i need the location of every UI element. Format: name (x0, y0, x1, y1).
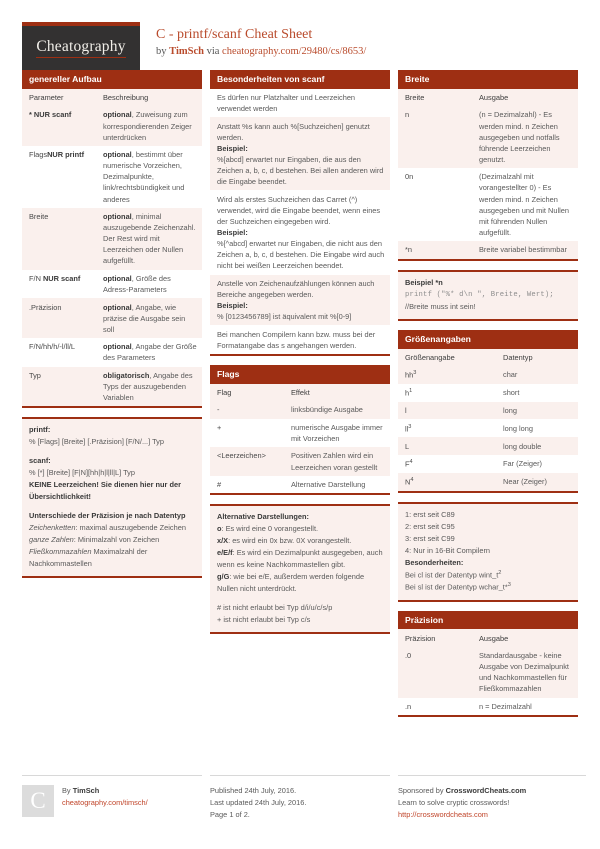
emphasis: printf: (29, 425, 51, 435)
table-row (398, 647, 578, 698)
table-header-row (398, 629, 578, 646)
footer-updated: Last updated 24th July, 2016. (210, 798, 307, 808)
table-row (210, 89, 390, 118)
table-row (398, 241, 578, 258)
table-header-row (22, 89, 202, 106)
byline-prefix: by (156, 45, 170, 57)
footer-by (62, 785, 148, 797)
table-cell-key: .n (405, 701, 412, 711)
footer-sponsor-name: CrosswordCheats.com (445, 786, 527, 796)
table-cell-value: long double (503, 441, 542, 451)
title-block (156, 22, 366, 57)
table-header-row (398, 349, 578, 366)
table-wrapper (398, 89, 578, 261)
note-line: Zeichenketten: maximal auszugebende Zeichen (29, 523, 186, 533)
table-row (22, 270, 202, 299)
block-besonderheiten-von-scanf (210, 70, 390, 356)
data-table (22, 89, 202, 407)
emphasis: optional (103, 273, 132, 283)
table-wrapper (398, 629, 578, 717)
emphasis: optional (103, 302, 132, 312)
table-row (398, 419, 578, 437)
emphasis: x/X (217, 536, 229, 546)
table-cell-value: Near (Zeiger) (503, 477, 547, 487)
superscript: 3 (408, 423, 412, 430)
table-row (398, 106, 578, 168)
table-row (398, 402, 578, 419)
table-row (398, 455, 578, 473)
table-header-cell: Breite (405, 92, 425, 102)
emphasis-italic: ganze Zahlen (29, 535, 74, 545)
page-footer (22, 775, 578, 821)
emphasis: Beispiel: (217, 300, 248, 310)
column-2 (210, 70, 390, 726)
table-header-cell: Flag (217, 387, 232, 397)
page-header (22, 0, 578, 62)
table-cell-value: (n = Dezimalzahl) - Es werden mind. n Zeichen ausgegeben und notfalls führende Leerzeichen genutzt. (479, 110, 560, 164)
note-line: ganze Zahlen: Minimalzahl von Zeichen (29, 535, 160, 545)
footer-author-name: TimSch (72, 786, 100, 796)
table-cell-key: 0n (405, 172, 414, 182)
table-cell-key: $N^4$ (405, 477, 414, 487)
table-header-cell: Ausgabe (479, 633, 509, 643)
note-line: //Breite muss int sein! (405, 301, 476, 311)
footer-author-link[interactable]: cheatography.com/timsch/ (62, 798, 148, 808)
table-row (22, 298, 202, 338)
superscript: 4 (410, 477, 414, 484)
emphasis-italic: Fließkommazahlen (29, 547, 92, 557)
footer-dates-col (210, 775, 390, 821)
emphasis: optional (103, 110, 132, 120)
block-title: Präzision (398, 611, 578, 630)
footer-sponsor-col (398, 775, 586, 821)
note-line (29, 455, 195, 467)
avatar: C (22, 785, 54, 817)
table-row (398, 473, 578, 491)
table-cell-value: numerische Ausgabe immer mit Vorzeichen (291, 422, 383, 443)
table-wrapper (210, 384, 390, 496)
table-cell-key: l (405, 406, 407, 416)
columns-container (22, 70, 578, 726)
note-line (405, 277, 571, 289)
block-title: genereller Aufbau (22, 70, 202, 89)
spacer (217, 595, 383, 602)
table-header-cell: Ausgabe (479, 92, 509, 102)
table-row (22, 338, 202, 367)
table-cell-key: .Präzision (29, 302, 62, 312)
table-wrapper (210, 89, 390, 356)
byline (156, 46, 366, 57)
table-row (210, 476, 390, 493)
table-header-row (210, 384, 390, 401)
note-block (398, 270, 578, 321)
note-block (22, 417, 202, 578)
table-cell-key: n (405, 110, 410, 120)
block-breite (398, 70, 578, 261)
table-cell-value: long long (503, 423, 533, 433)
footer-sponsor (398, 785, 586, 797)
table-cell-key: *n (405, 245, 412, 255)
table-cell-value: Breite variabel bestimmbar (479, 245, 567, 255)
emphasis: o (217, 524, 222, 534)
data-table (210, 384, 390, 494)
note-line (29, 424, 195, 436)
table-row (22, 146, 202, 208)
emphasis: * NUR scanf (29, 110, 72, 120)
column-3 (398, 70, 578, 726)
table-cell-key: $ll^3$ (405, 423, 412, 434)
note-line (29, 510, 195, 522)
note-line: g/G: wie bei e/E, außerdem werden folgende Nullen nicht unterdrückt. (217, 572, 365, 594)
emphasis: Unterschiede der Präzision je nach Datentyp (29, 511, 186, 521)
note-line: # ist nicht erlaubt bei Typ d/i/u/c/s/p (217, 603, 333, 613)
note-line: 1: erst seit C89 (405, 509, 455, 519)
table-header-cell: Beschreibung (103, 92, 149, 102)
table-cell-key: F/N NUR scanf (29, 273, 81, 283)
table-row (210, 275, 390, 326)
table-cell-value: optional, Größe des Adress-Parameters (103, 273, 171, 295)
table-cell-value: optional, Angabe, wie präzise die Ausgabe sein soll (103, 302, 186, 334)
table-cell-value: Anstatt %s kann auch %[Suchzeichen] genutzt werden. Beispiel: %[abcd] erwartet nur Eingaben, die aus den Zeichen a, b, c, d bestehen. Bei allen anderen wird die Eingabe beendet. (217, 121, 384, 187)
table-cell-value: Positiven Zahlen wird ein Leerzeichen voran gestellt (291, 451, 378, 472)
table-cell-key: <Leerzeichen> (217, 451, 266, 461)
note-line: Bei cl ist der Datentyp $wint\_t^2$ (405, 569, 502, 580)
table-cell-key: + (217, 422, 222, 432)
table-cell-value: Far (Zeiger) (503, 459, 543, 469)
table-cell-value: long (503, 406, 517, 416)
table-cell-value: char (503, 370, 518, 380)
spacer (29, 448, 195, 455)
emphasis: optional (103, 150, 132, 160)
data-table (398, 349, 578, 491)
emphasis: Beispiel *n (405, 277, 443, 287)
note-block (398, 502, 578, 602)
footer-sponsor-link[interactable]: http://crosswordcheats.com (398, 810, 488, 820)
note-line: e/E/f: Es wird ein Dezimalpunkt ausgegeben, auch wenn es keine Nachkommastellen gibt. (217, 548, 383, 570)
table-row (210, 117, 390, 190)
table-cell-key: Typ (29, 370, 41, 380)
emphasis: scanf: (29, 456, 51, 466)
table-cell-value: optional, Angabe der Größe des Parameters (103, 342, 197, 363)
note-line: 3: erst seit C99 (405, 533, 455, 543)
footer-author-col (22, 775, 202, 821)
table-cell-key: F/N/hh/h/-l/ll/L (29, 342, 76, 352)
data-table (398, 89, 578, 259)
note-line (405, 557, 571, 569)
table-wrapper (398, 349, 578, 493)
table-row (398, 168, 578, 241)
emphasis: obligatorisch (103, 370, 150, 380)
emphasis: Beispiel: (217, 227, 248, 237)
emphasis: NUR printf (47, 150, 85, 160)
table-cell-key: $hh^3$ (405, 370, 417, 380)
table-header-cell: Parameter (29, 92, 64, 102)
table-row (210, 401, 390, 418)
table-row (398, 437, 578, 454)
table-cell-key: $F^4$ (405, 459, 413, 469)
table-row (210, 325, 390, 354)
block-gr-enangaben (398, 330, 578, 493)
table-row (398, 384, 578, 402)
spacer (29, 503, 195, 510)
emphasis: Beispiel: (217, 143, 248, 153)
table-header-row (398, 89, 578, 106)
emphasis: Besonderheiten: (405, 557, 464, 567)
footer-page-number: Page 1 of 2. (210, 810, 250, 820)
byline-via: via (203, 45, 223, 57)
table-cell-value: (Dezimalzahl mit vorangestellter 0) - Es werden mind. n Zeichen ausgegeben und mit Nullen mit führenden Nullen aufgefüllt. (479, 172, 569, 237)
table-cell-key: # (217, 479, 222, 489)
column-1 (22, 70, 202, 726)
table-row (398, 366, 578, 384)
note-block (210, 504, 390, 634)
superscript: 2 (498, 569, 502, 576)
table-cell-key: $h^1$ (405, 388, 413, 398)
table-row (22, 367, 202, 407)
table-row (22, 106, 202, 146)
note-line: Bei sl ist der Datentyp wchar_t*$^3$ (405, 582, 511, 592)
table-cell-value: n = Dezimalzahl (479, 701, 532, 711)
table-cell-value: Standardausgabe - keine Ausgabe von Dezimalpunkt und Nachkommastellen für Fließkommazahlen (479, 651, 569, 694)
table-row (398, 698, 578, 715)
table-row (210, 447, 390, 476)
emphasis: g/G (217, 572, 230, 582)
superscript: 3 (413, 370, 417, 377)
table-cell-key: FlagsNUR printf (29, 150, 85, 160)
footer-sponsor-prefix: Sponsored by (398, 786, 446, 796)
table-cell-value: optional, bestimmt über numerische Vorzeichen, Dezimalpunkte, link/rechtsbündigkeit und anderes (103, 150, 185, 204)
table-cell-value: obligatorisch, Angabe des Typs der auszugebenden Variablen (103, 370, 193, 403)
block-title: Besonderheiten von scanf (210, 70, 390, 89)
emphasis-italic: Zeichenketten (29, 523, 76, 533)
data-table (398, 629, 578, 715)
emphasis: Alternative Darstellungen: (217, 512, 309, 522)
note-line: o: Es wird eine 0 vorangestellt. (217, 524, 319, 534)
emphasis: KEINE Leerzeichen! Sie dienen hier nur der Übersichtlichkeit! (29, 480, 181, 502)
table-cell-value: Wird als erstes Suchzeichen das Carret (^) verwendet, wird die Eingabe beendet, wenn eines der Suchzeichen eingegeben wird. Beispiel: %[^abcd] erwartet nur Eingaben, die nicht aus den Zeichen a, b, c, d bestehen. Die Eingabe wird auch nicht bei weißen Leerzeichen beendet. (217, 194, 385, 271)
cheatography-logo[interactable] (22, 22, 140, 70)
note-line: % [Flags] [Breite] [.Präzision] [F/N/...] Typ (29, 437, 164, 447)
note-line (29, 479, 195, 503)
superscript: 4 (409, 459, 413, 466)
footer-by-label: By (62, 786, 73, 796)
note-line: 2: erst seit C95 (405, 521, 455, 531)
logo-text: Cheatography (36, 38, 125, 58)
table-row (22, 208, 202, 270)
table-cell-key: L (405, 441, 410, 451)
page-title: C - printf/scanf Cheat Sheet (156, 27, 313, 42)
note-line (217, 511, 383, 523)
table-cell-value: Bei manchen Compilern kann bzw. muss bei der Formatangabe das s angehangen werden. (217, 329, 376, 350)
note-line: Fließkommazahlen Maximalzahl der Nachkommastellen (29, 547, 148, 569)
footer-published: Published 24th July, 2016. (210, 786, 297, 796)
note-content (398, 270, 578, 321)
block-genereller-aufbau (22, 70, 202, 408)
data-table (210, 89, 390, 354)
table-cell-value: short (503, 388, 520, 398)
superscript: 3 (507, 582, 511, 589)
byline-author[interactable]: TimSch (169, 45, 204, 57)
table-cell-key: - (217, 405, 220, 415)
emphasis: NUR scanf (42, 273, 81, 283)
table-cell-key (22, 106, 96, 146)
note-content (22, 417, 202, 578)
table-row (210, 190, 390, 274)
byline-source-link[interactable]: cheatography.com/29480/cs/8653/ (222, 45, 367, 57)
table-cell-value: Anstelle von Zeichenaufzählungen können auch Bereiche angegeben werden. Beispiel: % [0123456789] ist äquivalent mit %[0-9] (217, 278, 375, 322)
table-cell-key: .0 (405, 651, 412, 661)
note-line: + ist nicht erlaubt bei Typ c/s (217, 615, 311, 625)
block-title: Breite (398, 70, 578, 89)
note-line: % [*] [Breite] [F|N][hh|h|l|ll|L] Typ (29, 468, 135, 478)
note-line: 4: Nur in 16-Bit Compilern (405, 545, 491, 555)
note-content (210, 504, 390, 634)
footer-sponsor-tagline: Learn to solve cryptic crosswords! (398, 798, 510, 808)
table-header-cell: Datentyp (503, 352, 533, 362)
table-cell-value: Alternative Darstellung (291, 479, 366, 489)
table-cell-value: linksbündige Ausgabe (291, 405, 363, 415)
table-cell-key: Breite (29, 212, 49, 222)
table-cell-value: optional, minimal auszugebende Zeichenzahl. Der Rest wird mit Leerzeichen oder Nullen aufgefüllt. (103, 212, 196, 266)
table-header-cell: Effekt (291, 387, 310, 397)
table-header-cell: Präzision (405, 633, 436, 643)
note-line: printf ("%* d\n ", Breite, Wert); (405, 290, 554, 299)
block-pr-zision (398, 611, 578, 718)
note-content (398, 502, 578, 602)
emphasis: optional (103, 342, 132, 352)
block-flags (210, 365, 390, 495)
emphasis: e/E/f (217, 548, 233, 558)
table-header-cell: Größenangabe (405, 352, 455, 362)
table-wrapper (22, 89, 202, 409)
table-cell-value: Es dürfen nur Platzhalter und Leerzeichen verwendet werden (217, 92, 356, 114)
table-cell-value: optional, Zuweisung zum korrespondierenden Zeiger unterdrücken (103, 110, 192, 142)
emphasis: optional (103, 212, 132, 222)
block-title: Größenangaben (398, 330, 578, 349)
superscript: 1 (409, 388, 413, 395)
block-title: Flags (210, 365, 390, 384)
note-line: x/X: es wird ein 0x bzw. 0X vorangestellt. (217, 536, 352, 546)
table-row (210, 419, 390, 448)
